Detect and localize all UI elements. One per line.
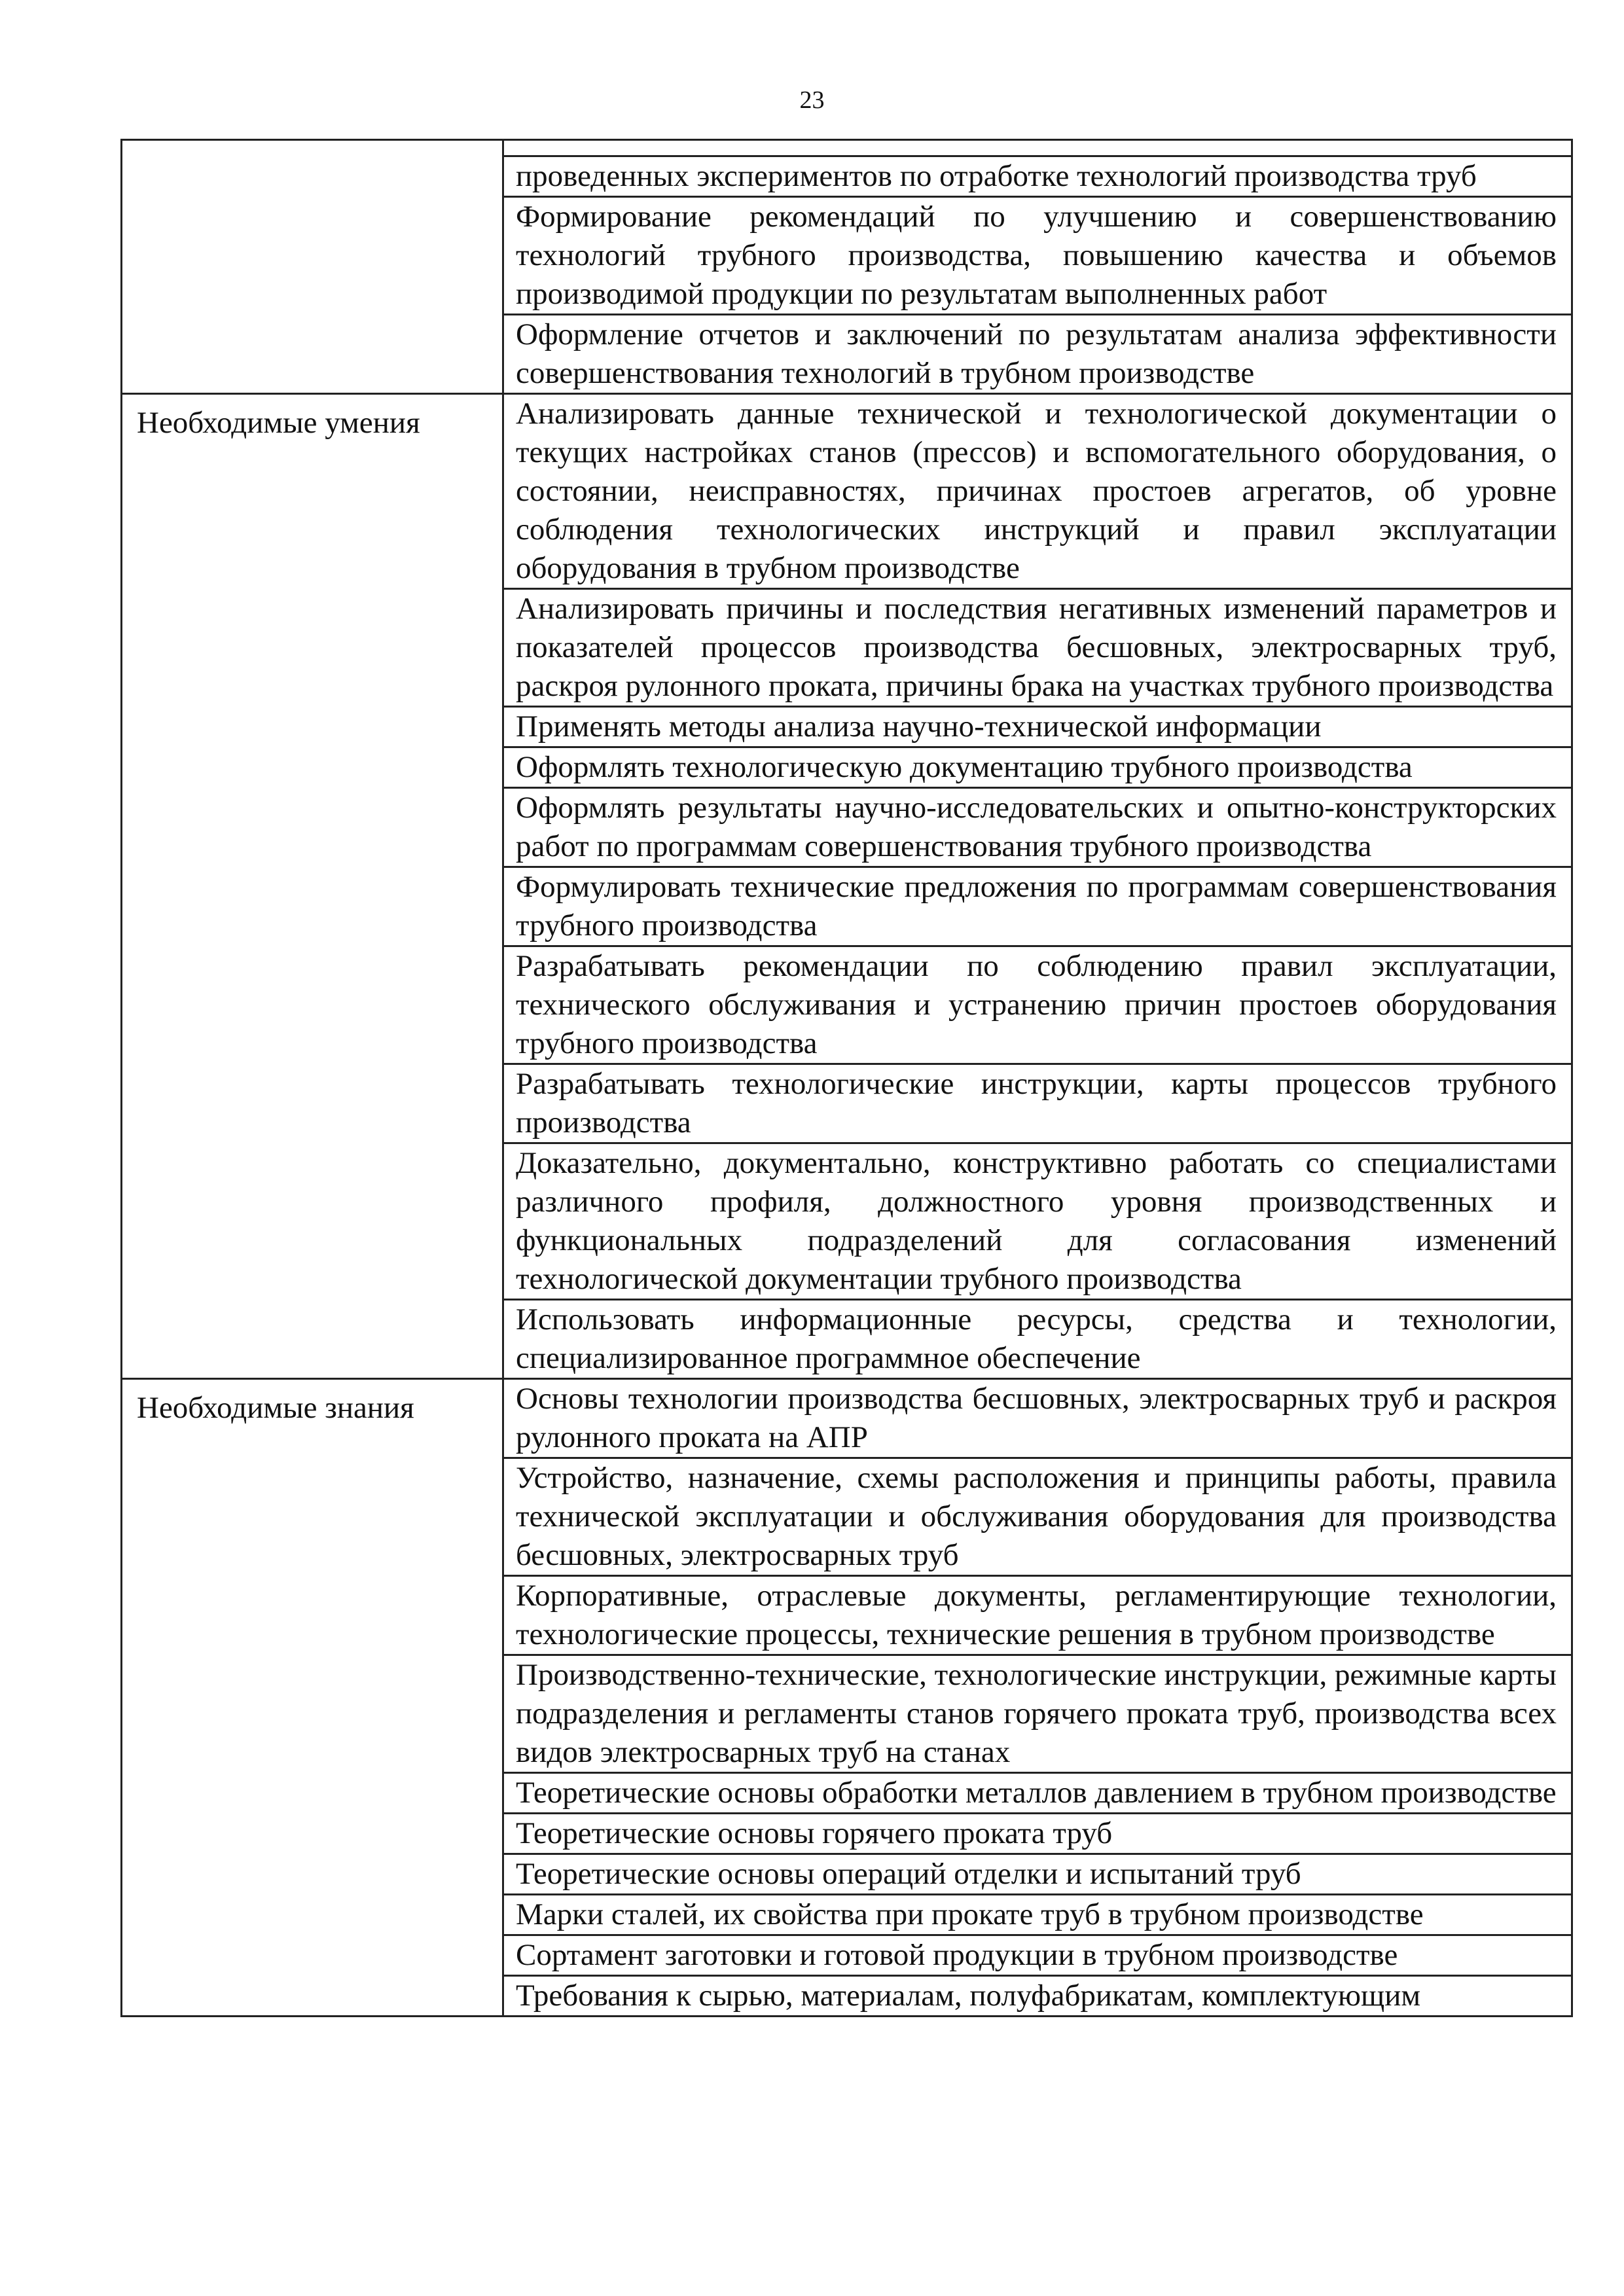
list-item: Марки сталей, их свойства при прокате труб в трубном производстве [504,1893,1571,1934]
requirements-table [120,139,1573,2017]
list-item: Разрабатывать технологические инструкции, карты процессов трубного производства [504,1063,1571,1142]
list-item: Теоретические основы обработки металлов давлением в трубном производстве [504,1772,1571,1812]
table-row-skills [122,394,1572,1379]
row-items [503,140,1572,394]
list-item: Применять методы анализа научно-технической информации [504,706,1571,746]
list-item: Требования к сырью, материалам, полуфабрикатам, комплектующим [504,1975,1571,2015]
list-item: Формирование рекомендаций по улучшению и совершенствованию технологий трубного производства, повышению качества и объемов производимой продукции по результатам выполненных работ [504,196,1571,314]
row-label: Необходимые умения [122,394,503,1379]
list-item: Формулировать технические предложения по программам совершенствования трубного производства [504,866,1571,945]
list-item: Оформлять технологическую документацию трубного производства [504,746,1571,787]
list-item: Производственно-технические, технологические инструкции, режимные карты подразделения и регламенты станов горячего проката труб, производства всех видов электросварных труб на станах [504,1654,1571,1772]
list-item: Теоретические основы операций отделки и испытаний труб [504,1853,1571,1893]
list-item: Теоретические основы горячего проката труб [504,1812,1571,1853]
list-item: проведенных экспериментов по отработке технологий производства труб [504,155,1571,196]
list-item: Сортамент заготовки и готовой продукции в трубном производстве [504,1934,1571,1975]
row-items [503,1379,1572,2017]
list-item: Оформление отчетов и заключений по результатам анализа эффективности совершенствования технологий в трубном производстве [504,314,1571,393]
list-item: Доказательно, документально, конструктивно работать со специалистами различного профиля, должностного уровня производственных и функциональных подразделений для согласования изменений технологической документации трубного производства [504,1142,1571,1299]
table-row-knowledge [122,1379,1572,2017]
list-item: Анализировать данные технической и технологической документации о текущих настройках станов (прессов) и вспомогательного оборудования, о состоянии, неисправностях, причинах простоев агрегатов, об уровне соблюдения технологических инструкций и правил эксплуатации оборудования в трубном производстве [516,397,1557,585]
list-item: Корпоративные, отраслевые документы, регламентирующие технологии, технологические процессы, технические решения в трубном производстве [504,1575,1571,1654]
page-number: 23 [799,86,825,114]
list-item: Разрабатывать рекомендации по соблюдению правил эксплуатации, технического обслуживания и устранению причин простоев оборудования трубного производства [504,945,1571,1063]
list-item: Использовать информационные ресурсы, средства и технологии, специализированное программное обеспечение [504,1299,1571,1378]
list-item: Основы технологии производства бесшовных, электросварных труб и раскроя рулонного проката на АПР [516,1382,1557,1454]
row-items [503,394,1572,1379]
list-item: Оформлять результаты научно-исследовательских и опытно-конструкторских работ по программам совершенствования трубного производства [504,787,1571,866]
list-item: Анализировать причины и последствия негативных изменений параметров и показателей процессов производства бесшовных, электросварных труб, раскроя рулонного проката, причины брака на участках трубного производства [504,588,1571,706]
row-label [122,140,503,394]
list-item: Устройство, назначение, схемы расположения и принципы работы, правила технической эксплуатации и обслуживания оборудования для производства бесшовных, электросварных труб [504,1457,1571,1575]
row-label: Необходимые знания [122,1379,503,2017]
table-row-continuation [122,140,1572,394]
